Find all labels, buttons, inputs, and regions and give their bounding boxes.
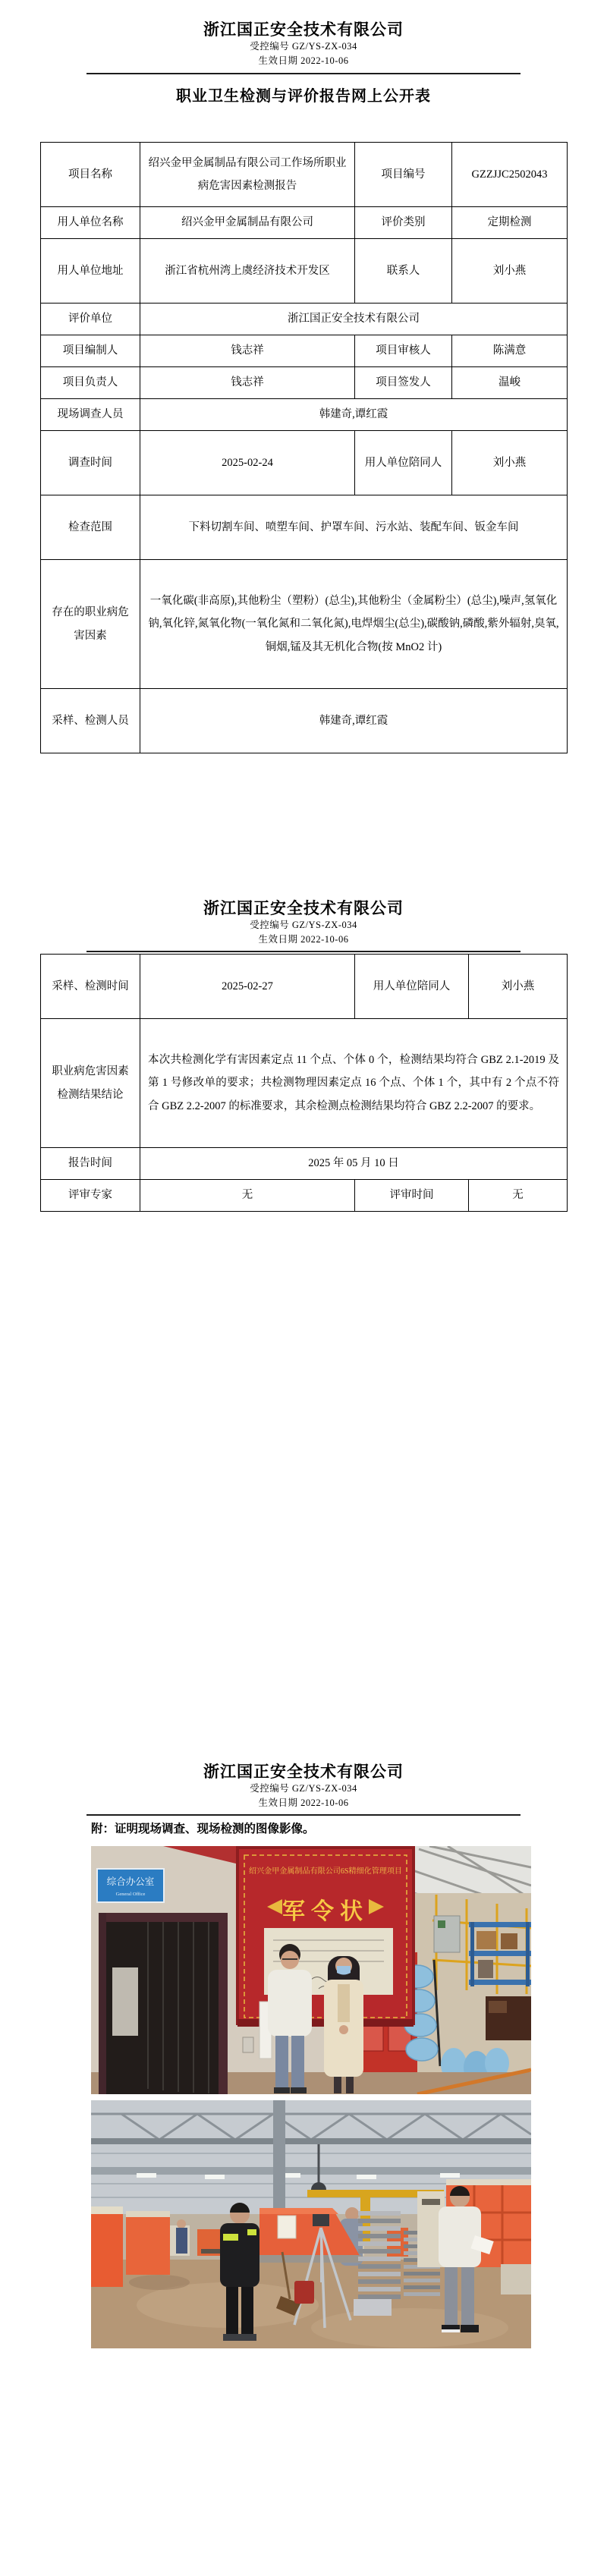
eval-type-value: 定期检测 (452, 207, 568, 239)
table-row (41, 143, 568, 207)
table-row (41, 955, 568, 1019)
scope-value: 下料切割车间、喷塑车间、护罩车间、污水站、装配车间、钣金车间 (140, 495, 568, 560)
issuer-label: 项目签发人 (355, 367, 452, 399)
project-no-label: 项目编号 (355, 143, 452, 207)
doorway (99, 1913, 228, 2094)
surveyors-label: 现场调查人员 (41, 399, 140, 431)
table-row (41, 431, 568, 495)
escort-label: 用人单位陪同人 (355, 431, 452, 495)
conclusion-label: 职业病危害因素检测结果结论 (41, 1019, 140, 1148)
contact-label: 联系人 (355, 239, 452, 304)
table-row (41, 367, 568, 399)
site-photo-1 (91, 1846, 531, 2094)
control-number: 受控编号 GZ/YS-ZX-034 (250, 41, 357, 52)
conclusion-value: 本次共检测化学有害因素定点 11 个点、个体 0 个，检测结果均符合 GBZ 2.1-2019 及第 1 号修改单的要求；共检测物理因素定点 16 个点、个体 1 个，其中有 2 个点不符合 GBZ 2.2-2007 的标准要求，其余检测点检测结果均符合 GBZ 2.2-2007 的要求。 (140, 1019, 568, 1148)
samplers-label: 采样、检测人员 (41, 689, 140, 753)
report-date-value: 2025 年 05 月 10 日 (140, 1148, 568, 1180)
company-name: 浙江国正安全技术有限公司 (203, 20, 404, 39)
employer-name-value: 绍兴金甲金属制品有限公司 (140, 207, 355, 239)
header-divider (86, 951, 521, 952)
banner-title-text: 军令状 (282, 1899, 369, 1924)
company-name: 浙江国正安全技术有限公司 (203, 899, 404, 917)
table-row (41, 689, 568, 753)
page3-header (0, 1762, 607, 1810)
table-row (41, 304, 568, 335)
header-divider (86, 73, 521, 74)
employer-address-value: 浙江省杭州湾上虞经济技术开发区 (140, 239, 355, 304)
electric-box (434, 1916, 460, 1952)
expert-label: 评审专家 (41, 1180, 140, 1212)
project-no-value: GZZJJC2502043 (452, 143, 568, 207)
escort-value: 刘小燕 (469, 955, 568, 1019)
table-row (41, 335, 568, 367)
reviewer-value: 陈满意 (452, 335, 568, 367)
leader-label: 项目负责人 (41, 367, 140, 399)
office-sign-text: 综合办公室 (106, 1876, 155, 1887)
table-row (41, 207, 568, 239)
site-photo-2 (91, 2100, 531, 2348)
effective-date: 生效日期 2022-10-06 (258, 934, 349, 945)
table-row (41, 560, 568, 689)
survey-date-label: 调查时间 (41, 431, 140, 495)
table-row (41, 1180, 568, 1212)
steel-column (273, 2100, 285, 2222)
sampling-date-value: 2025-02-27 (140, 955, 355, 1019)
wall-outlet (243, 2037, 253, 2052)
compiler-value: 钱志祥 (140, 335, 355, 367)
reviewer-label: 项目审核人 (355, 335, 452, 367)
person-woman (324, 1956, 363, 2093)
employer-address-label: 用人单位地址 (41, 239, 140, 304)
attachment-caption: 附：证明现场调查、现场检测的图像影像。 (91, 1823, 315, 1835)
eval-org-value: 浙江国正安全技术有限公司 (140, 304, 568, 335)
escort-value: 刘小燕 (452, 431, 568, 495)
report-info-table (40, 142, 568, 753)
effective-date: 生效日期 2022-10-06 (258, 1798, 349, 1808)
office-sign-text-en: General Office (115, 1892, 146, 1897)
table-row (41, 495, 568, 560)
escort-label: 用人单位陪同人 (355, 955, 469, 1019)
review-date-label: 评审时间 (355, 1180, 469, 1212)
header-divider (86, 1814, 521, 1816)
control-number: 受控编号 GZ/YS-ZX-034 (250, 920, 357, 931)
table-row (41, 239, 568, 304)
eval-type-label: 评价类别 (355, 207, 452, 239)
compiler-label: 项目编制人 (41, 335, 140, 367)
site-photo-2-art (91, 2100, 531, 2348)
banner-top-text: 绍兴金甲金属制品有限公司6S精细化管理项目 (249, 1867, 401, 1876)
company-name: 浙江国正安全技术有限公司 (203, 1763, 404, 1781)
project-name-label: 项目名称 (41, 143, 140, 207)
page2-header (0, 898, 607, 947)
review-date-value: 无 (469, 1180, 568, 1212)
report-title: 职业卫生检测与评价报告网上公开表 (176, 88, 431, 105)
report-date-label: 报告时间 (41, 1148, 140, 1180)
employer-name-label: 用人单位名称 (41, 207, 140, 239)
scope-label: 检查范围 (41, 495, 140, 560)
table-row (41, 399, 568, 431)
table-row (41, 1148, 568, 1180)
leader-value: 钱志祥 (140, 367, 355, 399)
sampling-date-label: 采样、检测时间 (41, 955, 140, 1019)
hazards-value: 一氧化碳(非高原),其他粉尘（塑粉）(总尘),其他粉尘（金属粉尘）(总尘),噪声,氢氧化钠,氧化锌,氮氧化物(一氧化氮和二氧化氮),电焊烟尘(总尘),碳酸钠,磷酸,紫外辐射,臭氧,铜烟,锰及其无机化合物(按 MnO2 计) (140, 560, 568, 689)
samplers-value: 韩建奇,谭红霞 (140, 689, 568, 753)
hazards-label: 存在的职业病危害因素 (41, 560, 140, 689)
report-result-table (40, 954, 568, 1212)
page1-header (0, 20, 607, 68)
office-sign (97, 1869, 164, 1902)
desk-drawer (489, 2001, 507, 2013)
project-name-value: 绍兴金甲金属制品有限公司工作场所职业病危害因素检测报告 (140, 143, 355, 207)
eval-org-label: 评价单位 (41, 304, 140, 335)
surveyors-value: 韩建奇,谭红霞 (140, 399, 568, 431)
control-number: 受控编号 GZ/YS-ZX-034 (250, 1783, 357, 1794)
contact-value: 刘小燕 (452, 239, 568, 304)
table-row (41, 1019, 568, 1148)
site-photo-1-art (91, 1846, 531, 2094)
expert-value: 无 (140, 1180, 355, 1212)
survey-date-value: 2025-02-24 (140, 431, 355, 495)
effective-date: 生效日期 2022-10-06 (258, 55, 349, 66)
issuer-value: 温峻 (452, 367, 568, 399)
